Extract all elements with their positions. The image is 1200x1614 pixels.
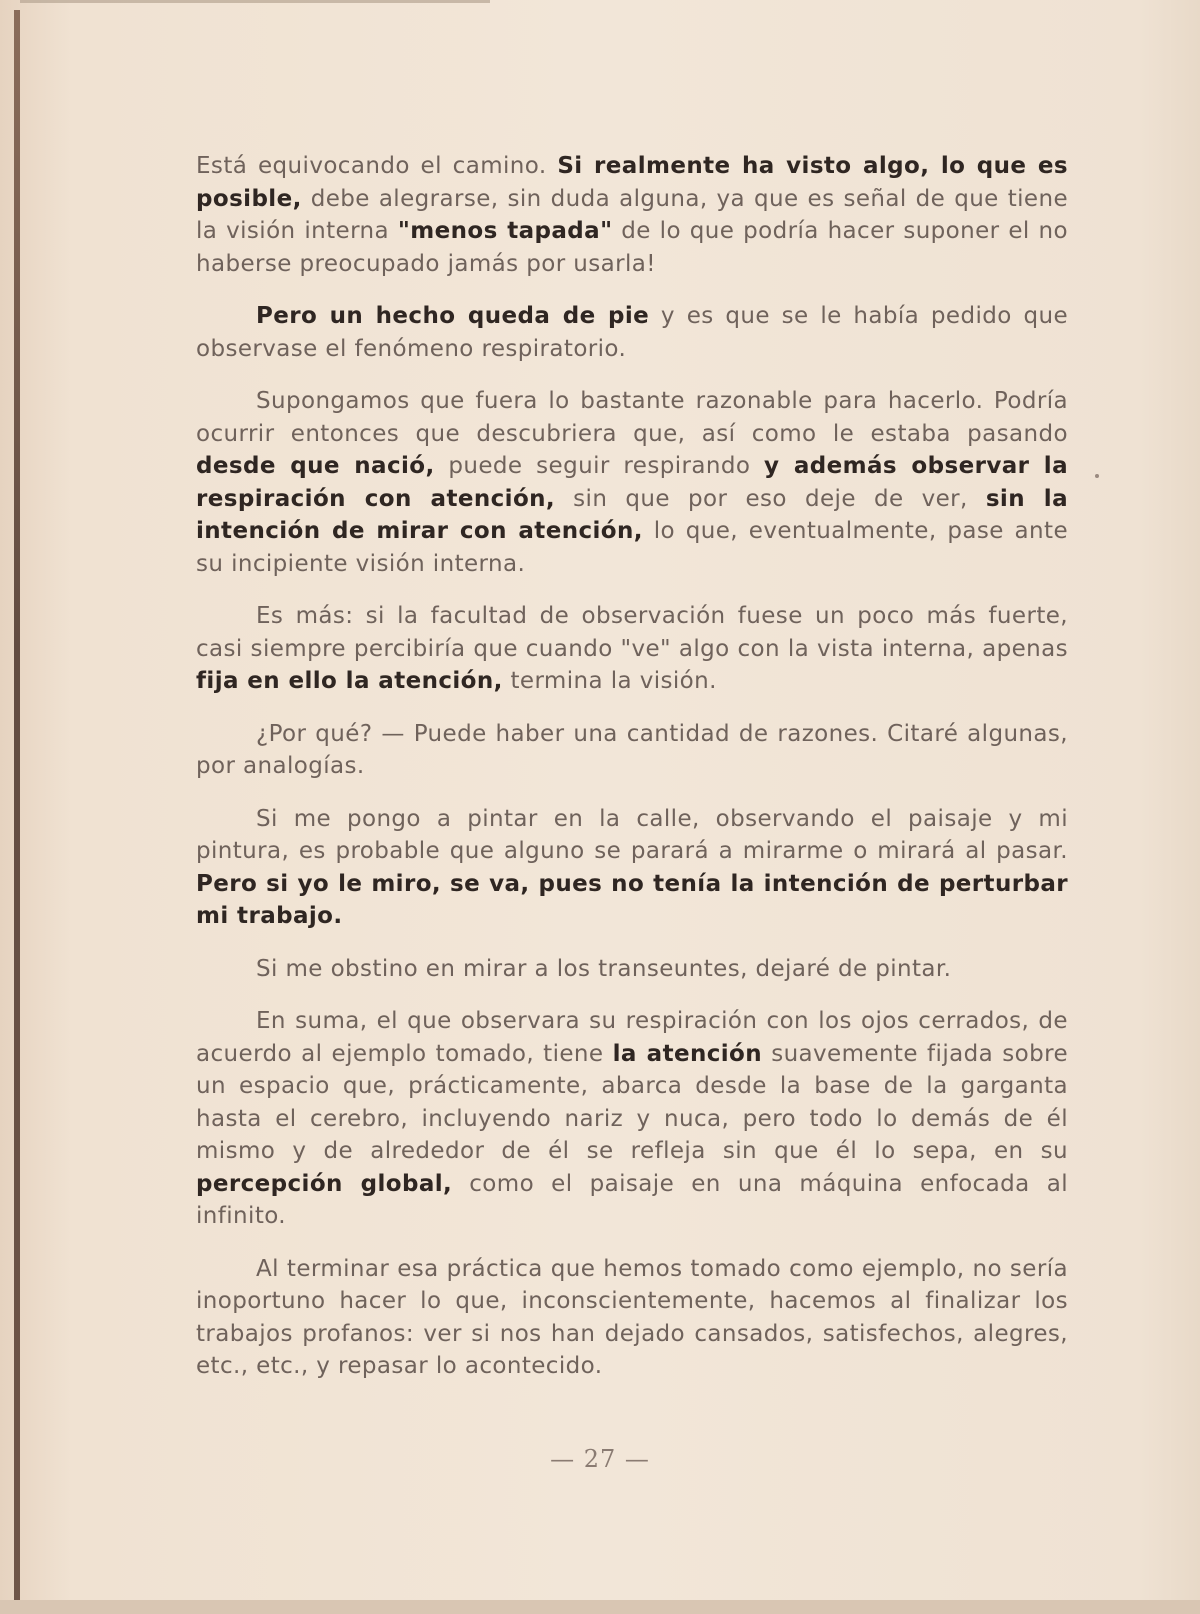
paragraph-text: puede seguir respirando — [434, 453, 765, 479]
page-bottom-edge — [0, 1600, 1200, 1614]
emphasized-text: Si realmente ha visto algo, lo que es posible, — [196, 153, 1068, 212]
paragraph-text: suavemente fijada sobre un espacio que, prácticamente, abarca desde la base de la garganta hasta el cerebro, incluyendo nariz y nuca, pero todo lo demás de él mismo y de alrededor de él se refleja sin que él lo sepa, en su — [196, 1040, 1069, 1164]
paragraph-text: Si me pongo a pintar en la calle, observando el paisaje y mi pintura, es probable que alguno se parará a mirarme o mirará al pasar. — [196, 805, 1068, 864]
page-top-edge — [20, 0, 490, 3]
paragraph-1 — [196, 150, 1068, 280]
paragraph-text: ¿Por qué? — Puede haber una cantidad de razones. Citaré algunas, por analogías. — [196, 720, 1068, 779]
paragraph-text: En suma, el que observara su respiración con los ojos cerrados, de acuerdo al ejemplo tomado, tiene — [196, 1008, 1068, 1067]
paragraph-5 — [196, 718, 1068, 783]
paragraph-text: y es que se le había pedido que observase el fenómeno respiratorio. — [196, 303, 1069, 362]
emphasized-text: la atención — [612, 1040, 763, 1067]
emphasized-text: y además observar la respiración con atención, — [196, 453, 1068, 512]
paragraph-4 — [196, 600, 1068, 698]
paragraph-text: Supongamos que fuera lo bastante razonable para hacerlo. Podría ocurrir entonces que descubriera que, así como le estaba pasando — [196, 388, 1068, 447]
body-text — [196, 150, 1068, 1403]
emphasized-text: sin la intención de mirar con atención, — [196, 485, 1068, 544]
emphasized-text: Pero un hecho queda de pie — [256, 303, 650, 329]
paragraph-text: como el paisaje en una máquina enfocada al infinito. — [196, 1170, 1068, 1229]
paragraph-text: Si me obstino en mirar a los transeuntes, dejaré de pintar. — [256, 955, 952, 982]
paragraph-text: de lo que podría hacer suponer el no haberse preocupado jamás por usarla! — [196, 218, 1068, 277]
paragraph-9 — [196, 1253, 1068, 1383]
paragraph-text: Está equivocando el camino. — [196, 153, 558, 179]
paragraph-3 — [196, 385, 1068, 580]
emphasized-text: desde que nació, — [196, 453, 435, 479]
emphasized-text: fija en ello la atención, — [196, 668, 503, 694]
page-number: — 27 — — [550, 1445, 650, 1473]
paragraph-text: Es más: si la facultad de observación fuese un poco más fuerte, casi siempre percibiría que cuando "ve" algo con la vista interna, apenas — [196, 603, 1068, 662]
paragraph-2 — [196, 300, 1068, 365]
paragraph-text: lo que, eventualmente, pase ante su incipiente visión interna. — [196, 518, 1068, 577]
emphasized-text: percepción global, — [196, 1170, 453, 1197]
paper-speck — [1095, 474, 1099, 478]
binding-edge — [14, 10, 20, 1600]
paragraph-text: sin que por eso deje de ver, — [555, 485, 986, 512]
paragraph-8 — [196, 1005, 1068, 1233]
paragraph-text: termina la visión. — [502, 668, 717, 694]
paragraph-text: debe alegrarse, sin duda alguna, ya que es señal de que tiene la visión interna — [196, 185, 1068, 244]
paragraph-text: Al terminar esa práctica que hemos tomado como ejemplo, no sería inoportuno hacer lo que, inconscientemente, hacemos al finalizar los trabajos profanos: ver si nos han dejado cansados, satisfechos, alegres, etc., etc., y repasar lo acontecido. — [196, 1255, 1068, 1379]
emphasized-text: Pero si yo le miro, se va, pues no tenía la intención de perturbar mi trabajo. — [196, 870, 1068, 929]
emphasized-text: "menos tapada" — [397, 218, 613, 244]
paragraph-6 — [196, 803, 1068, 933]
paragraph-7 — [196, 953, 1068, 986]
